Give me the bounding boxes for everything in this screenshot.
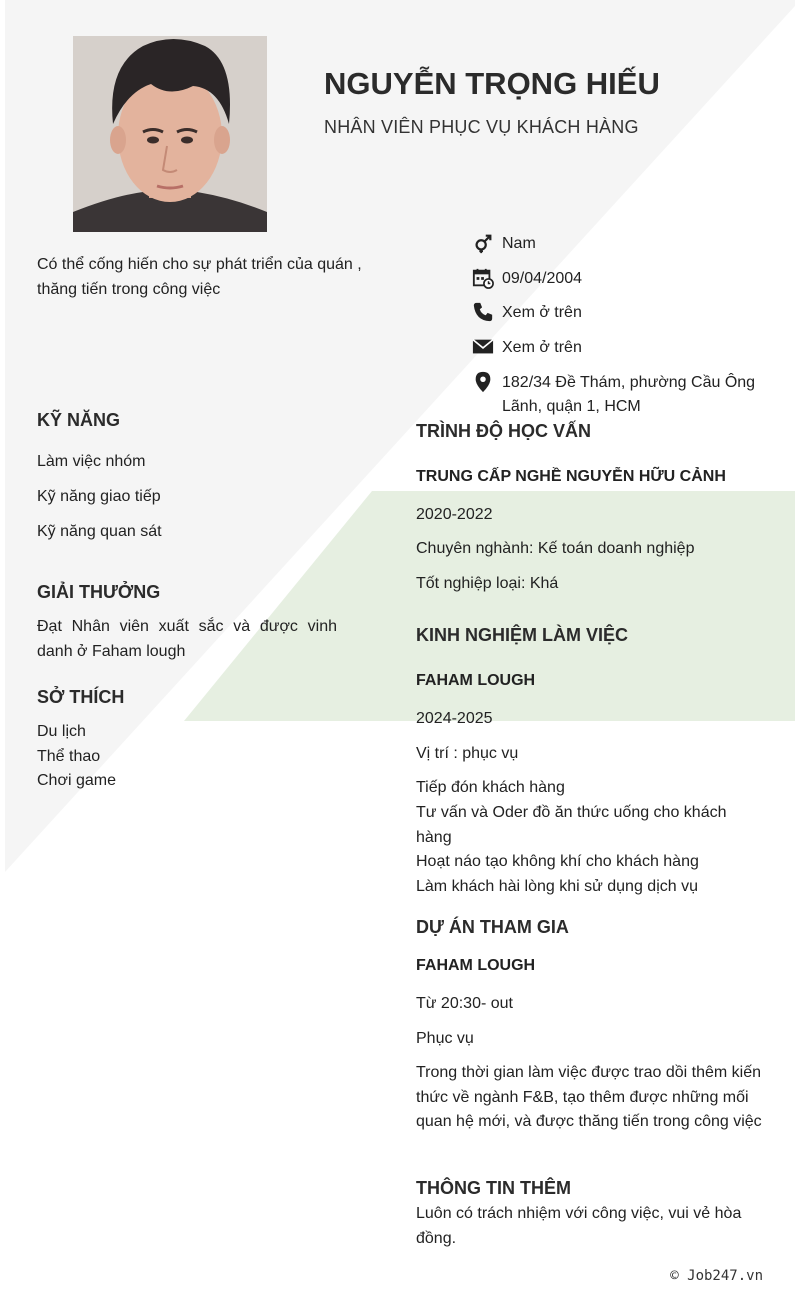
extra-info-text: Luôn có trách nhiệm với công việc, vui vẻ hòa đồng. [416,1205,742,1247]
hobby-item: Du lịch [37,723,86,740]
experience-company: FAHAM LOUGH [416,672,536,689]
contact-address-value: 182/34 Đề Thám, phường Cầu Ông Lãnh, quận 1, HCM [502,374,756,415]
extra-info-heading: THÔNG TIN THÊM [416,1178,571,1198]
education-period: 2020-2022 [416,506,493,523]
project-name: FAHAM LOUGH [416,957,536,974]
contact-birthday-value: 09/04/2004 [502,270,583,287]
awards-heading: GIẢI THƯỞNG [37,582,161,602]
education-major: Chuyên nghành: Kế toán doanh nghiệp [416,540,695,557]
experience-heading: KINH NGHIỆM LÀM VIỆC [416,625,629,645]
calendar-icon [472,267,494,289]
contact-email [472,336,762,360]
hobbies-heading: SỞ THÍCH [37,687,125,707]
awards-text: Đạt Nhân viên xuất sắc và được vinh danh ở Faham lough [37,618,337,660]
location-pin-icon [472,371,494,393]
gender-icon [472,232,494,254]
profile-photo [73,36,267,232]
contact-email-value: Xem ở trên [502,339,582,356]
job-title: NHÂN VIÊN PHỤC VỤ KHÁCH HÀNG [324,117,639,137]
skill-item: Kỹ năng giao tiếp [37,488,161,505]
candidate-name: NGUYỄN TRỌNG HIẾU [324,66,660,101]
project-role: Phục vụ [416,1030,474,1047]
skill-item: Kỹ năng quan sát [37,523,162,540]
experience-position: Vị trí : phục vụ [416,745,519,762]
contact-gender [472,232,762,256]
education-grade: Tốt nghiệp loại: Khá [416,575,559,592]
contact-birthday [472,267,762,291]
skill-item: Làm việc nhóm [37,453,146,470]
skills-heading: KỸ NĂNG [37,410,121,430]
contact-address [472,371,762,419]
experience-period: 2024-2025 [416,710,493,727]
experience-duty: Tiếp đón khách hàng [416,779,565,796]
education-school: TRUNG CẤP NGHỀ NGUYỄN HỮU CẢNH [416,468,726,485]
contact-phone [472,301,762,325]
project-description: Trong thời gian làm việc được trao dồi thêm kiến thức về ngành F&B, tạo thêm được những mối quan hệ mới, và được thăng tiến trong công việc [416,1064,762,1130]
project-period: Từ 20:30- out [416,995,513,1012]
experience-duty: Làm khách hài lòng khi sử dụng dịch vụ [416,878,698,895]
career-objective: Có thể cống hiến cho sự phát triển của quán , thăng tiến trong công việc [37,256,362,298]
experience-duty: Hoạt náo tạo không khí cho khách hàng [416,853,699,870]
experience-duty: Tư vấn và Oder đồ ăn thức uống cho khách hàng [416,804,727,846]
hobby-item: Chơi game [37,772,116,789]
hobby-item: Thể thao [37,748,101,765]
contact-gender-value: Nam [502,235,536,252]
phone-icon [472,301,494,323]
projects-heading: DỰ ÁN THAM GIA [416,917,569,937]
education-heading: TRÌNH ĐỘ HỌC VẤN [416,421,591,441]
footer-copyright: © Job247.vn [670,1268,763,1284]
contact-phone-value: Xem ở trên [502,304,582,321]
email-icon [472,336,494,358]
